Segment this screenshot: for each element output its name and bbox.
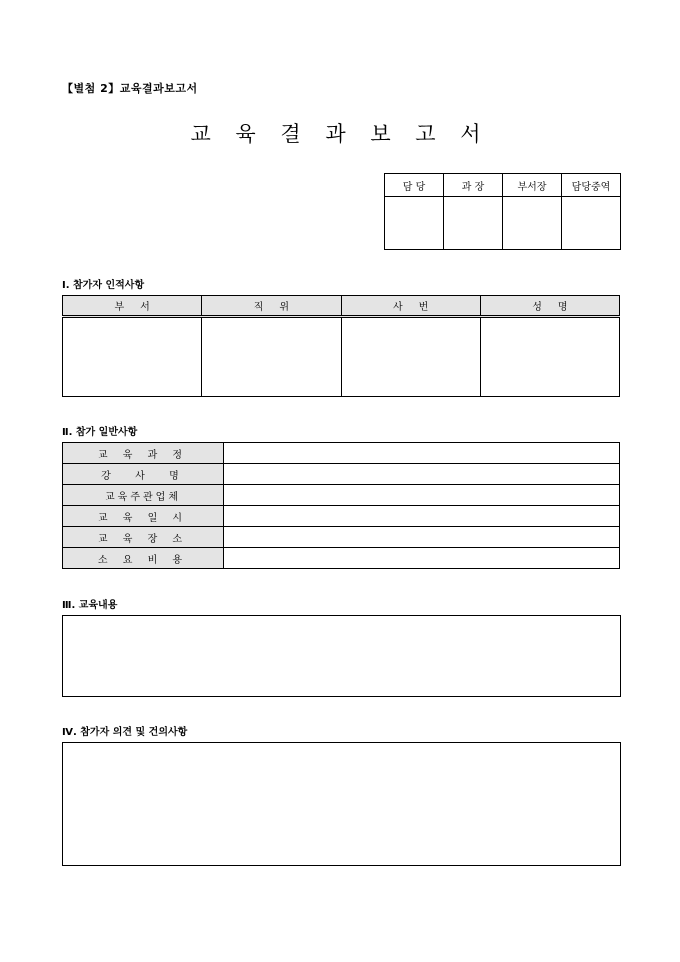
- participant-info-table: [62, 295, 620, 397]
- cost-value-cell[interactable]: [224, 548, 620, 569]
- general-info-table: [62, 442, 620, 569]
- column-department: 부 서: [63, 296, 202, 317]
- department-cell[interactable]: [63, 317, 202, 397]
- section4-heading: Ⅳ. 참가자 의견 및 건의사항: [62, 727, 188, 738]
- approval-header-manager: 과 장: [444, 174, 503, 197]
- opinion-suggestion-box[interactable]: [62, 742, 621, 866]
- organizer-value-cell[interactable]: [224, 485, 620, 506]
- approval-signature-cell[interactable]: [385, 197, 444, 250]
- label-cost: 소 요 비 용: [63, 548, 224, 569]
- label-instructor: 강 사 명: [63, 464, 224, 485]
- column-position: 직 위: [202, 296, 341, 317]
- document-title: 교 육 결 과 보 고 서: [190, 122, 490, 146]
- approval-header-executive: 담당중역: [562, 174, 621, 197]
- label-datetime: 교 육 일 시: [63, 506, 224, 527]
- approval-signature-cell[interactable]: [562, 197, 621, 250]
- section2-heading: Ⅱ. 참가 일반사항: [62, 427, 138, 438]
- label-organizer: 교육주관업체: [63, 485, 224, 506]
- course-value-cell[interactable]: [224, 443, 620, 464]
- approval-header-dept-head: 부서장: [503, 174, 562, 197]
- label-course: 교 육 과 정: [63, 443, 224, 464]
- instructor-value-cell[interactable]: [224, 464, 620, 485]
- section1-heading: Ⅰ. 참가자 인적사항: [62, 280, 145, 291]
- column-name: 성 명: [480, 296, 619, 317]
- column-employee-id: 사 번: [341, 296, 480, 317]
- section3-heading: Ⅲ. 교육내용: [62, 600, 118, 611]
- approval-signature-cell[interactable]: [444, 197, 503, 250]
- location-value-cell[interactable]: [224, 527, 620, 548]
- employee-id-cell[interactable]: [341, 317, 480, 397]
- name-cell[interactable]: [480, 317, 619, 397]
- approval-header-staff: 담 당: [385, 174, 444, 197]
- position-cell[interactable]: [202, 317, 341, 397]
- label-location: 교 육 장 소: [63, 527, 224, 548]
- attachment-label: 【별첨 2】교육결과보고서: [62, 82, 198, 95]
- approval-table: [384, 173, 621, 250]
- datetime-value-cell[interactable]: [224, 506, 620, 527]
- education-content-box[interactable]: [62, 615, 621, 697]
- approval-signature-cell[interactable]: [503, 197, 562, 250]
